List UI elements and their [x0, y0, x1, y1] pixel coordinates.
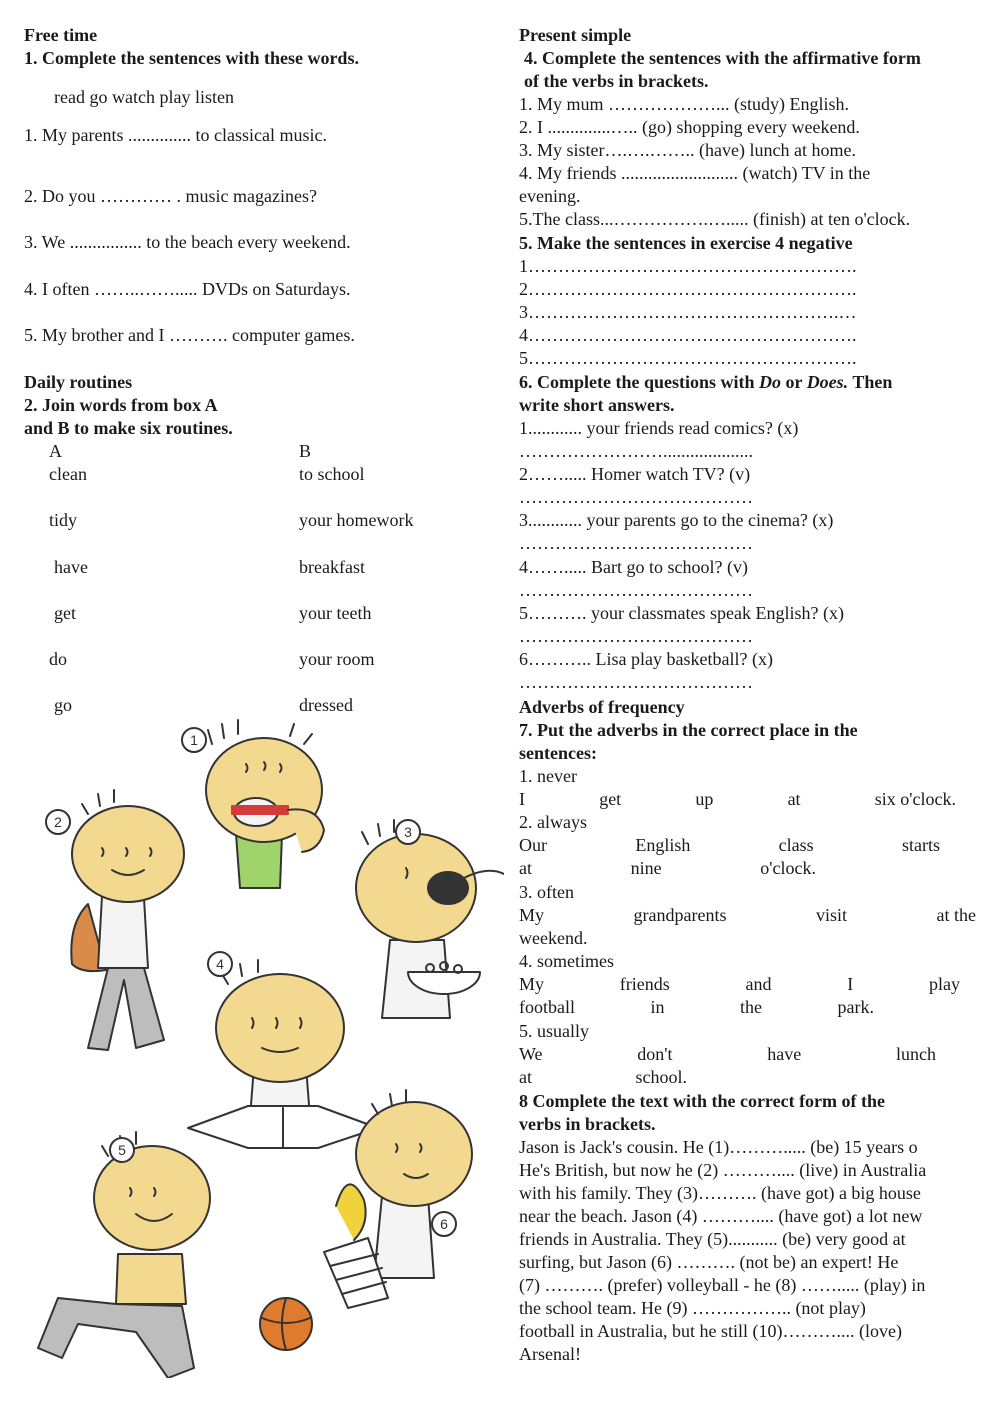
word: English	[635, 835, 691, 855]
sentence-line	[519, 788, 956, 811]
answer-line[interactable]: 3…………………………………………….…	[519, 302, 857, 322]
picture-number: 3	[404, 824, 412, 840]
section-title-free-time: Free time	[24, 25, 98, 45]
word: o'clock.	[760, 858, 816, 878]
word: My	[519, 974, 545, 994]
exercise-4-item: evening.	[519, 186, 581, 206]
boy-getting-dressed-figure	[38, 1132, 210, 1378]
exercise-4-item: 3. My sister….….…….. (have) lunch at home.	[519, 140, 856, 160]
word: school.	[635, 1067, 687, 1087]
adverb-label: 2. always	[519, 812, 587, 832]
adverb-label: 4. sometimes	[519, 951, 614, 971]
box-b-word: your room	[299, 649, 375, 669]
word: and	[745, 974, 772, 994]
word: starts	[902, 835, 940, 855]
adverb-label: 5. usually	[519, 1021, 589, 1041]
word: play	[929, 974, 960, 994]
word: in	[650, 997, 665, 1017]
box-a-word: go	[54, 695, 72, 715]
text-line: near the beach. Jason (4) ……….... (have got) a lot new	[519, 1206, 923, 1226]
answer-line[interactable]: …………………………………	[519, 487, 753, 507]
text-line: He's British, but now he (2) ……….... (live) in Australia	[519, 1160, 927, 1180]
text-line: Arsenal!	[519, 1344, 581, 1364]
word: have	[767, 1044, 802, 1064]
adverb-label: 1. never	[519, 766, 577, 786]
sentence-line	[519, 996, 874, 1019]
boy-doing-homework-figure	[188, 960, 378, 1148]
box-b-word: dressed	[299, 695, 353, 715]
answer-line[interactable]: 2……………………………………………….	[519, 279, 857, 299]
word: at the	[936, 905, 976, 925]
answer-line[interactable]: …………………………………	[519, 672, 753, 692]
sentence-line	[519, 1066, 687, 1089]
word: up	[695, 789, 714, 809]
word: get	[599, 789, 622, 809]
box-a-label: A	[49, 441, 62, 461]
question-item: 4……..... Bart go to school? (v)	[519, 557, 748, 577]
exercise-7-heading: 7. Put the adverbs in the correct place in the	[519, 720, 858, 740]
sentence-line	[519, 973, 960, 996]
question-item: 3............ your parents go to the cinema? (x)	[519, 510, 834, 530]
exercise-6-heading: 6. Complete the questions with Do or Does. Then	[519, 372, 893, 392]
exercise-1-item: 1. My parents .............. to classical music.	[24, 125, 327, 145]
exercise-4-item: 4. My friends .......................... (watch) TV in the	[519, 163, 871, 183]
word: don't	[637, 1044, 673, 1064]
picture-number: 2	[54, 814, 62, 830]
daily-routines-illustration	[18, 718, 504, 1378]
exercise-8-heading: verbs in brackets.	[519, 1114, 656, 1134]
picture-number: 4	[216, 956, 224, 972]
section-title-adverbs: Adverbs of frequency	[519, 697, 685, 717]
exercise-1-item: 4. I often ……..……..... DVDs on Saturdays.	[24, 279, 351, 299]
text-line: surfing, but Jason (6) ………. (not be) an expert! He	[519, 1252, 899, 1272]
word: I	[519, 789, 525, 809]
exercise-4-heading: 4. Complete the sentences with the affirmative form	[524, 48, 921, 68]
word-box: read go watch play listen	[54, 87, 234, 107]
word: Our	[519, 835, 547, 855]
word: six o'clock.	[874, 789, 956, 809]
picture-number: 6	[440, 1216, 448, 1232]
exercise-4-item: 2. I ..............….. (go) shopping every weekend.	[519, 117, 860, 137]
word: nine	[630, 858, 662, 878]
word: at	[787, 789, 801, 809]
question-item: 5………. your classmates speak English? (x)	[519, 603, 844, 623]
boy-having-breakfast-figure	[356, 820, 504, 1018]
word: football	[519, 997, 575, 1017]
sentence-line	[519, 904, 976, 927]
text-line: (7) ………. (prefer) volleyball - he (8) ……..... (play) in	[519, 1275, 926, 1295]
word: We	[519, 1044, 543, 1064]
box-b-word: breakfast	[299, 557, 365, 577]
exercise-1-item: 3. We ................ to the beach every weekend.	[24, 232, 351, 252]
exercise-1-item: 5. My brother and I ………. computer games.	[24, 325, 355, 345]
section-title-daily-routines: Daily routines	[24, 372, 133, 392]
word: class	[778, 835, 814, 855]
word: park.	[837, 997, 874, 1017]
exercise-5-heading: 5. Make the sentences in exercise 4 negative	[519, 233, 853, 253]
box-b-label: B	[299, 441, 312, 461]
word: weekend.	[519, 928, 588, 948]
box-b-word: your teeth	[299, 603, 372, 623]
exercise-1-item: 2. Do you ………… . music magazines?	[24, 186, 317, 206]
question-item: 2……..... Homer watch TV? (v)	[519, 464, 751, 484]
exercise-7-heading: sentences:	[519, 743, 597, 763]
word: visit	[815, 905, 847, 925]
section-title-present-simple: Present simple	[519, 25, 632, 45]
box-a-word: clean	[49, 464, 87, 484]
answer-line[interactable]: 4……………………………………………….	[519, 325, 857, 345]
box-a-word: have	[54, 557, 88, 577]
boy-brushing-teeth-figure	[206, 720, 324, 888]
box-a-word: tidy	[49, 510, 78, 530]
answer-line[interactable]: …………………………………	[519, 533, 753, 553]
sentence-line	[519, 1043, 936, 1066]
word: lunch	[895, 1044, 936, 1064]
exercise-4-item: 5.The class...…………….…..... (finish) at ten o'clock.	[519, 209, 911, 229]
box-a-word: get	[54, 603, 76, 623]
word: My	[519, 905, 545, 925]
box-b-word: to school	[299, 464, 365, 484]
answer-line[interactable]: …………………………………	[519, 580, 753, 600]
answer-line[interactable]: 5……………………………………………….	[519, 348, 857, 368]
box-a-word: do	[49, 649, 67, 669]
word: at	[519, 1067, 532, 1087]
box-b-word: your homework	[299, 510, 414, 530]
question-item: 1............ your friends read comics? (x)	[519, 418, 799, 438]
exercise-4-item: 1. My mum ………………... (study) English.	[519, 94, 850, 114]
text-line: friends in Australia. They (5)........... (be) very good at	[519, 1229, 906, 1249]
text-line: with his family. They (3)………. (have got) a big house	[519, 1183, 921, 1203]
word: friends	[619, 974, 670, 994]
word: the	[740, 997, 763, 1017]
boy-going-to-school-figure	[71, 790, 184, 1050]
adverb-label: 3. often	[519, 882, 574, 902]
exercise-6-heading: write short answers.	[519, 395, 675, 415]
answer-line[interactable]: …………………………………	[519, 626, 753, 646]
picture-number: 5	[118, 1142, 126, 1158]
exercise-4-heading: of the verbs in brackets.	[524, 71, 709, 91]
answer-line[interactable]: ……………………....................	[519, 441, 753, 461]
sentence-line	[519, 834, 940, 857]
picture-number: 1	[190, 732, 198, 748]
word: at	[519, 858, 532, 878]
word: I	[847, 974, 854, 994]
text-line: the school team. He (9) …………….. (not play)	[519, 1298, 866, 1318]
exercise-2-heading: and B to make six routines.	[24, 418, 233, 438]
sentence-line	[519, 857, 816, 880]
answer-line[interactable]: 1……………………………………………….	[519, 256, 857, 276]
exercise-2-heading: 2. Join words from box A	[24, 395, 218, 415]
question-item: 6……….. Lisa play basketball? (x)	[519, 649, 773, 669]
exercise-1-heading: 1. Complete the sentences with these words.	[24, 48, 359, 68]
word: grandparents	[633, 905, 727, 925]
text-line: football in Australia, but he still (10)……….... (love)	[519, 1321, 902, 1341]
exercise-8-heading: 8 Complete the text with the correct form of the	[519, 1091, 886, 1111]
text-line: Jason is Jack's cousin. He (1)………..... (be) 15 years o	[519, 1137, 918, 1157]
